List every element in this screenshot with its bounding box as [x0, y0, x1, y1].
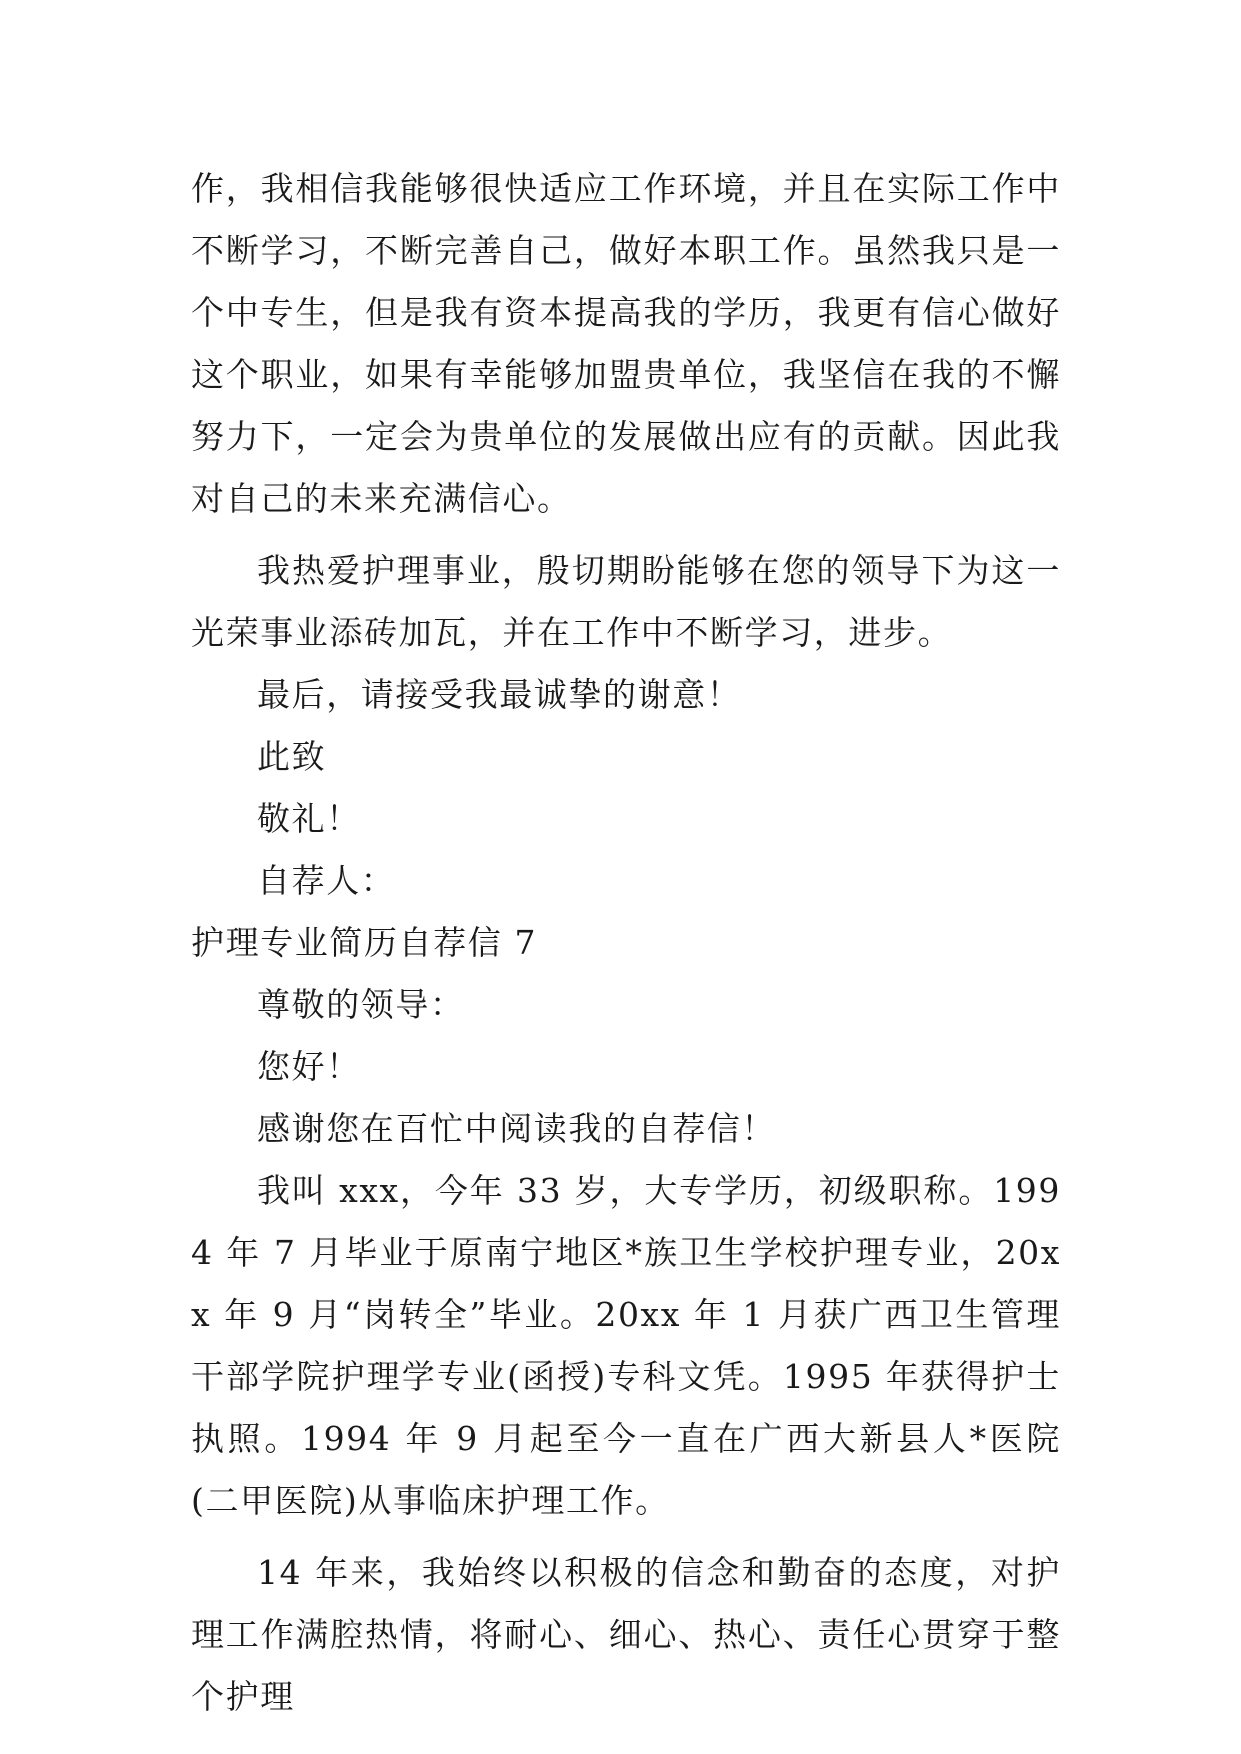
- greeting-recipient: 尊敬的领导：: [257, 985, 465, 1024]
- paragraph-nursing-passion: 我热爱护理事业，殷切期盼能够在您的领导下为这一光荣事业添砖加瓦，并在工作中不断学习，进步。: [191, 551, 1061, 652]
- letter-body: [191, 158, 1061, 1728]
- paragraph-thanks: 最后，请接受我最诚挚的谢意！: [257, 675, 742, 714]
- signature-line: 自荐人：: [257, 861, 396, 900]
- greeting-hello: 您好！: [257, 1047, 361, 1086]
- closing-regards: 敬礼！: [257, 799, 361, 838]
- letter-heading: 护理专业简历自荐信 7: [191, 923, 538, 962]
- closing-salutation: 此致: [257, 737, 327, 776]
- paragraph-introduction: 我叫 xxx，今年 33 岁，大专学历，初级职称。1994 年 7 月毕业于原南宁地区*族卫生学校护理专业，20xx 年 9 月“岗转全”毕业。20xx 年 1 月获广西卫生管理干部学院护理学专业(函授)专科文凭。1995 年获得护士执照。1994 年 9 月起至今一直在广西大新县人*医院(二甲医院)从事临床护理工作。: [191, 1171, 1061, 1520]
- paragraph-thanks-reading: 感谢您在百忙中阅读我的自荐信！: [257, 1109, 776, 1148]
- paragraph-continuation: 作，我相信我能够很快适应工作环境，并且在实际工作中不断学习，不断完善自己，做好本职工作。虽然我只是一个中专生，但是我有资本提高我的学历，我更有信心做好这个职业，如果有幸能够加盟贵单位，我坚信在我的不懈努力下，一定会为贵单位的发展做出应有的贡献。因此我对自己的未来充满信心。: [191, 169, 1061, 518]
- paragraph-experience: 14 年来，我始终以积极的信念和勤奋的态度，对护理工作满腔热情，将耐心、细心、热心、责任心贯穿于整个护理: [191, 1553, 1061, 1716]
